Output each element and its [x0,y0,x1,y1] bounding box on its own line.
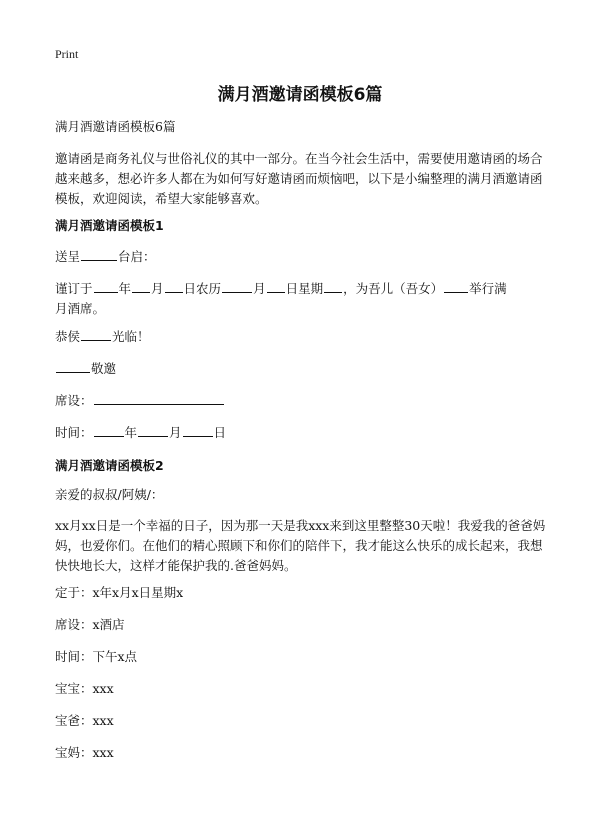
name-blank [81,247,117,261]
day-blank [165,279,183,293]
time-month-blank [138,423,168,437]
venue-blank [444,279,468,293]
time-text-3: 月 [169,425,182,440]
template2-heading: 满月酒邀请函模板2 [55,458,164,473]
template1-time-line [55,423,555,443]
lunar-month-blank [222,279,252,293]
template1-seat-line [55,391,555,411]
seat-blank [94,391,224,405]
to-suffix: 台启： [118,249,156,264]
template1-welcome-line [55,327,555,347]
signer-blank [56,359,90,373]
time-label: 时间： [55,425,93,440]
time-text-4: 日 [213,425,227,440]
date-text-8: 举行满 [469,281,507,296]
welcome-text-2: 光临！ [112,329,150,344]
date-text-7: ，为吾儿（吾女） [343,281,444,296]
time-text-2: 年 [124,425,138,440]
time-year-blank [94,423,124,437]
template2-time-line: 时间：下午x点 [55,649,138,664]
print-link[interactable]: Print [55,47,79,61]
seat-label: 席设： [55,393,93,408]
page-title: 满月酒邀请函模板6篇 [217,85,383,105]
template1-heading: 满月酒邀请函模板1 [55,218,164,233]
template2-mom-line: 宝妈：xxx [55,745,114,760]
date-text-1: 谨订于 [55,281,93,296]
template1-to-line [55,247,555,267]
date-text-2: 年 [118,281,132,296]
year-blank [94,279,118,293]
weekday-blank [324,279,342,293]
template2-body: xx月xx日是一个幸福的日子，因为那一天是我xxx来到这里整整30天啦！我爱我的爸爸妈妈，也爱你们。在他们的精心照顾下和你们的陪伴下，我才能这么快乐的成长起来，我想快快地长大，这样才能保护我的.爸爸妈妈。 [55,518,546,573]
lunar-day-blank [267,279,285,293]
date-text-4: 日农历 [183,281,222,296]
intro-paragraph: 邀请函是商务礼仪与世俗礼仪的其中一部分。在当今社会生活中，需要使用邀请函的场合越来越多，想必许多人都在为如何写好邀请函而烦恼吧，以下是小编整理的满月酒邀请函模板，欢迎阅读，希望大家能够喜欢。 [55,151,543,206]
guest-blank [81,327,111,341]
subtitle: 满月酒邀请函模板6篇 [55,119,176,134]
time-day-blank [183,423,213,437]
template2-dad-line: 宝爸：xxx [55,713,114,728]
template2-baby-line: 宝宝：xxx [55,681,114,696]
template2-seat-line: 席设：x酒店 [55,617,125,632]
welcome-text-1: 恭侯 [55,329,81,344]
to-prefix: 送呈 [55,249,81,264]
sign-suffix: 敬邀 [91,361,117,376]
template2-greeting: 亲爱的叔叔/阿姨/： [55,487,164,502]
template2-date-line: 定于：x年x月x日星期x [55,585,184,600]
date-text-5: 月 [253,281,266,296]
template1-date-line-2: 月酒席。 [55,301,106,316]
template1-date-line [55,279,555,299]
date-text-6: 日星期 [285,281,324,296]
template1-sign-line [55,359,555,379]
date-text-3: 月 [151,281,164,296]
month-blank [132,279,150,293]
